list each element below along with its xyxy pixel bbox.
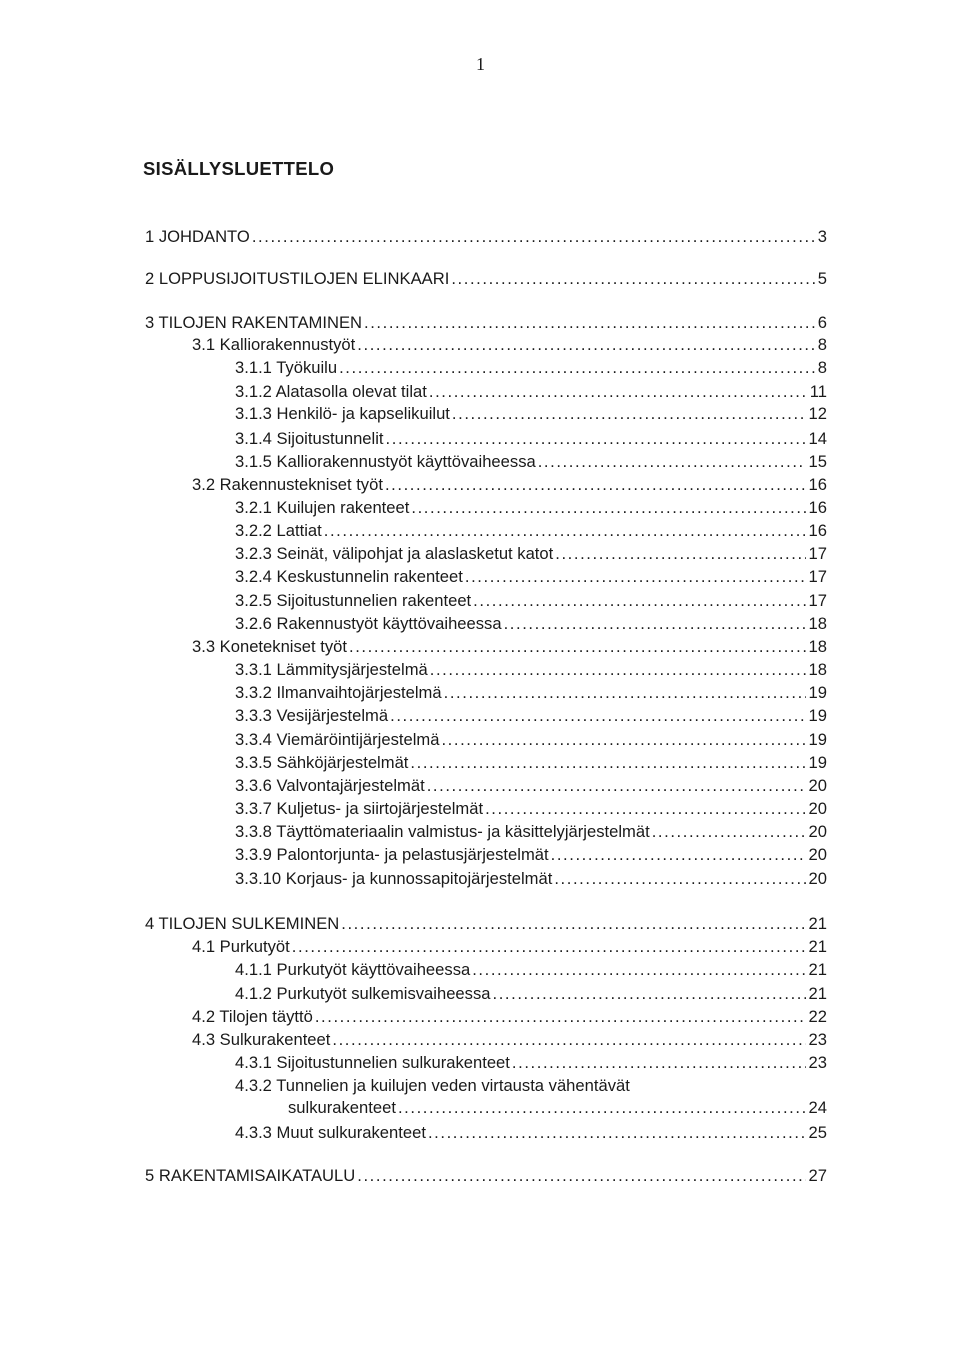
toc-leader-dots	[551, 844, 806, 866]
toc-entry-page: 22	[808, 1007, 827, 1026]
toc-entry-page: 16	[808, 521, 827, 540]
toc-leader-dots	[341, 913, 805, 935]
toc-entry-page: 21	[808, 937, 827, 956]
toc-entry-label: 3.3.4 Viemäröintijärjestelmä	[235, 730, 440, 749]
toc-entry-label: 3.2.6 Rakennustyöt käyttövaiheessa	[235, 614, 502, 633]
toc-entry-label: 3.3.6 Valvontajärjestelmät	[235, 776, 425, 795]
toc-entry	[192, 334, 827, 356]
toc-entry-label: 3.3.8 Täyttömateriaalin valmistus- ja käsittelyjärjestelmät	[235, 822, 650, 841]
toc-entry-label: 4.1.2 Purkutyöt sulkemisvaiheessa	[235, 984, 491, 1003]
toc-entry	[235, 868, 827, 890]
toc-entry-page: 20	[808, 776, 827, 795]
toc-entry	[235, 566, 827, 588]
toc-leader-dots	[357, 1165, 805, 1187]
toc-entry	[235, 844, 827, 866]
toc-entry-page: 23	[808, 1053, 827, 1072]
toc-entry-page: 25	[808, 1123, 827, 1142]
toc-leader-dots	[444, 682, 806, 704]
toc-entry-label: 4.3.1 Sijoitustunnelien sulkurakenteet	[235, 1053, 510, 1072]
toc-entry-page: 8	[817, 358, 827, 377]
toc-entry-page: 5	[817, 269, 827, 288]
toc-entry-page: 21	[808, 960, 827, 979]
toc-entry-page: 18	[808, 660, 827, 679]
toc-entry-label: 4.3 Sulkurakenteet	[192, 1030, 331, 1049]
toc-leader-dots	[385, 474, 806, 496]
toc-entry-page: 16	[808, 498, 827, 517]
toc-entry-page: 20	[808, 799, 827, 818]
toc-entry-label: 3.3.10 Korjaus- ja kunnossapitojärjestelmät	[235, 869, 553, 888]
toc-entry	[235, 659, 827, 681]
toc-leader-dots	[427, 775, 806, 797]
toc-entry-label: 3.3.7 Kuljetus- ja siirtojärjestelmät	[235, 799, 484, 818]
toc-entry-label: 3.3.1 Lämmitysjärjestelmä	[235, 660, 428, 679]
toc-entry	[192, 636, 827, 658]
toc-leader-dots	[485, 798, 805, 820]
toc-entry-page: 19	[808, 683, 827, 702]
toc-entry-label: 3.2.1 Kuilujen rakenteet	[235, 498, 410, 517]
toc-entry-label: 3.1.4 Sijoitustunnelit	[235, 429, 384, 448]
toc-entry	[235, 775, 827, 797]
toc-entry-page: 8	[817, 335, 827, 354]
toc-entry	[235, 821, 827, 843]
toc-entry-label: 4.1.1 Purkutyöt käyttövaiheessa	[235, 960, 471, 979]
toc-entry-label: 3.2.5 Sijoitustunnelien rakenteet	[235, 591, 472, 610]
toc-entry-label: 3.2.2 Lattiat	[235, 521, 322, 540]
toc-leader-dots	[554, 868, 805, 890]
toc-entry-label: 3.1.1 Työkuilu	[235, 358, 338, 377]
toc-entry	[192, 474, 827, 496]
toc-entry-page: 14	[808, 429, 827, 448]
toc-leader-dots	[292, 936, 806, 958]
toc-leader-dots	[357, 334, 814, 356]
toc-entry-page: 11	[809, 382, 827, 401]
toc-entry-page: 18	[808, 614, 827, 633]
toc-entry	[235, 682, 827, 704]
toc-leader-dots	[538, 451, 806, 473]
toc-title: SISÄLLYSLUETTELO	[143, 158, 335, 179]
toc-entry	[235, 959, 827, 981]
toc-entry	[235, 451, 827, 473]
toc-entry-page: 19	[808, 730, 827, 749]
toc-entry	[235, 1122, 827, 1144]
toc-leader-dots	[430, 659, 806, 681]
toc-entry	[192, 1029, 827, 1051]
toc-entry-page: 16	[808, 475, 827, 494]
toc-entry-page: 19	[808, 753, 827, 772]
toc-entry-label: 3.3.3 Vesijärjestelmä	[235, 706, 389, 725]
toc-entry-page: 20	[808, 869, 827, 888]
toc-entry-label-continued: sulkurakenteet	[288, 1098, 396, 1117]
toc-entry	[235, 752, 827, 774]
toc-entry-page: 23	[808, 1030, 827, 1049]
toc-entry	[235, 357, 827, 379]
toc-entry	[235, 497, 827, 519]
toc-entry	[235, 403, 827, 425]
toc-entry-label: 3.1.2 Alatasolla olevat tilat	[235, 382, 427, 401]
toc-entry-label: 2 LOPPUSIJOITUSTILOJEN ELINKAARI	[145, 269, 450, 288]
toc-leader-dots	[512, 1052, 806, 1074]
toc-entry-label: 3.1 Kalliorakennustyöt	[192, 335, 356, 354]
toc-entry	[235, 983, 827, 1005]
toc-entry-page: 17	[808, 591, 827, 610]
toc-entry	[235, 520, 827, 542]
toc-leader-dots	[473, 590, 805, 612]
toc-entry	[235, 613, 827, 635]
toc-entry-page: 18	[808, 637, 827, 656]
toc-entry	[145, 226, 827, 248]
toc-entry	[192, 936, 827, 958]
toc-entry-label: 3.1.3 Henkilö- ja kapselikuilut	[235, 404, 450, 423]
toc-entry-page: 24	[808, 1098, 827, 1117]
toc-leader-dots	[324, 520, 806, 542]
toc-entry-label: 3.3 Konetekniset työt	[192, 637, 347, 656]
toc-leader-dots	[386, 428, 806, 450]
toc-leader-dots	[452, 403, 806, 425]
toc-leader-dots	[252, 226, 815, 248]
toc-entry-page: 17	[808, 567, 827, 586]
toc-entry	[235, 1052, 827, 1074]
toc-entry	[192, 1006, 827, 1028]
toc-entry-label: 4.3.3 Muut sulkurakenteet	[235, 1123, 426, 1142]
toc-entry-page: 20	[808, 822, 827, 841]
toc-entry-label: 3.2.3 Seinät, välipohjat ja alaslasketut katot	[235, 544, 554, 563]
toc-entry-page: 6	[817, 313, 827, 332]
toc-leader-dots	[493, 983, 806, 1005]
toc-entry	[235, 590, 827, 612]
toc-entry	[145, 268, 827, 290]
page-number: 1	[476, 54, 485, 74]
toc-entry-label: 4.2 Tilojen täyttö	[192, 1007, 313, 1026]
toc-entry-label: 3.3.9 Palontorjunta- ja pelastusjärjestelmät	[235, 845, 549, 864]
toc-entry-label: 1 JOHDANTO	[145, 227, 250, 246]
toc-entry-label: 4.3.2 Tunnelien ja kuilujen veden virtausta vähentävät	[235, 1076, 630, 1095]
toc-leader-dots	[349, 636, 806, 658]
toc-entry	[235, 543, 827, 565]
toc-entry	[235, 705, 827, 727]
toc-entry	[235, 381, 827, 403]
toc-entry-page: 19	[808, 706, 827, 725]
toc-entry-label: 4.1 Purkutyöt	[192, 937, 290, 956]
toc-entry-page: 12	[808, 404, 827, 423]
toc-entry-label: 3.3.5 Sähköjärjestelmät	[235, 753, 409, 772]
toc-entry-label: 3.1.5 Kalliorakennustyöt käyttövaiheessa	[235, 452, 536, 471]
toc-leader-dots	[315, 1006, 806, 1028]
toc-entry-page: 27	[808, 1166, 827, 1185]
toc-entry	[235, 1075, 827, 1119]
toc-leader-dots	[652, 821, 806, 843]
toc-leader-dots	[332, 1029, 805, 1051]
toc-entry-page: 21	[808, 914, 827, 933]
toc-leader-dots	[451, 268, 814, 290]
toc-entry	[235, 729, 827, 751]
toc-leader-dots	[428, 1122, 806, 1144]
toc-leader-dots	[410, 752, 805, 774]
toc-entry-page: 20	[808, 845, 827, 864]
toc-entry-label: 3 TILOJEN RAKENTAMINEN	[145, 313, 362, 332]
toc-entry	[145, 312, 827, 334]
toc-leader-dots	[441, 729, 805, 751]
toc-entry-page: 17	[808, 544, 827, 563]
toc-entry-label: 3.3.2 Ilmanvaihtojärjestelmä	[235, 683, 442, 702]
toc-leader-dots	[555, 543, 805, 565]
toc-leader-dots	[504, 613, 806, 635]
toc-entry-page: 21	[808, 984, 827, 1003]
toc-entry-label: 5 RAKENTAMISAIKATAULU	[145, 1166, 356, 1185]
toc-leader-dots	[465, 566, 806, 588]
toc-entry	[145, 913, 827, 935]
toc-entry	[145, 1165, 827, 1187]
toc-entry-page: 3	[817, 227, 827, 246]
toc-leader-dots	[364, 312, 815, 334]
toc-leader-dots	[390, 705, 805, 727]
toc-entry-label: 3.2.4 Keskustunnelin rakenteet	[235, 567, 463, 586]
toc-leader-dots	[398, 1097, 806, 1119]
toc-entry	[235, 428, 827, 450]
toc-leader-dots	[429, 381, 807, 403]
toc-entry-label: 4 TILOJEN SULKEMINEN	[145, 914, 340, 933]
toc-leader-dots	[472, 959, 805, 981]
toc-leader-dots	[411, 497, 805, 519]
toc-leader-dots	[339, 357, 815, 379]
toc-entry-label: 3.2 Rakennustekniset työt	[192, 475, 383, 494]
toc-entry-page: 15	[808, 452, 827, 471]
toc-entry	[235, 798, 827, 820]
